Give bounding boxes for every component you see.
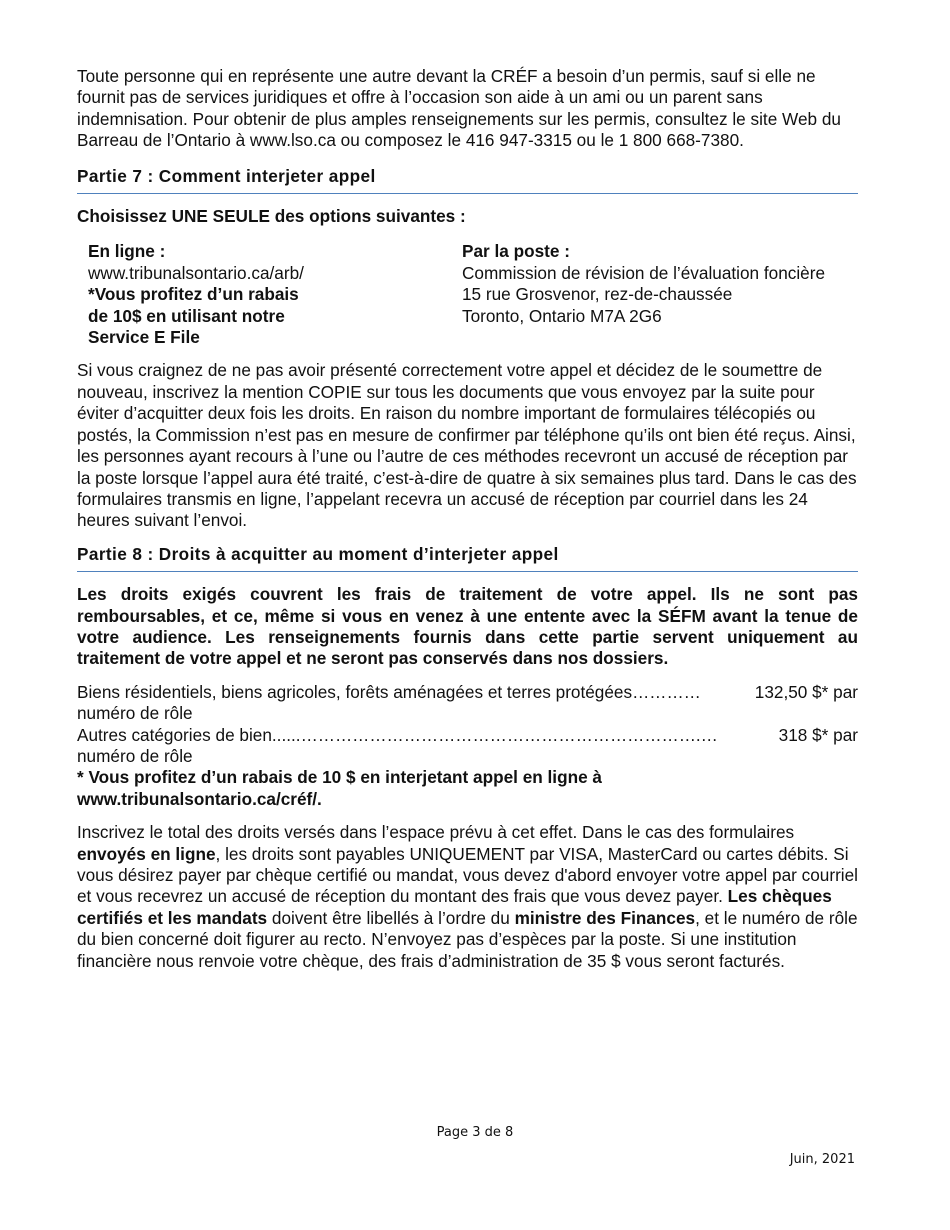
online-discount-line1: *Vous profitez d’un rabais bbox=[88, 284, 299, 305]
fee-discount-line2[interactable]: www.tribunalsontario.ca/créf/. bbox=[77, 788, 322, 809]
part7-body: Si vous craignez de ne pas avoir présenté correctement votre appel et décidez de le soumettre de nouveau, inscrivez la mention COPIE sur tous les documents que vous envoyez par la suite pour éviter d’acquitter deux fois les droits. En raison du nombre important de formulaires télécopiés ou postés, la Commission n’est pas en mesure de confirmer par téléphone qu’ils ont bien été reçus. Ainsi, les personnes ayant recours à l’une ou l’autre de ces méthodes recevront un accusé de réception par la poste lorsque l’appel aura été traité, c’est-à-dire de quatre à six semaines plus tard. Dans le cas des formulaires transmis en ligne, l’appelant recevra un accusé de réception par courriel dans les 24 heures suivant l’envoi. bbox=[77, 360, 857, 531]
document-date: Juin, 2021 bbox=[789, 1152, 855, 1167]
document-page bbox=[77, 66, 858, 972]
fee-other-amount: 318 $* par bbox=[778, 724, 858, 745]
payment-text-4: , et le numéro de rôle du bien concerné doit figurer au recto. N’envoyez pas d’espèces par la poste. Si une institution financière nous renvoie votre chèque, des frais d’administration de 35 $ vous seront facturés. bbox=[77, 907, 858, 971]
fee-residential bbox=[77, 682, 858, 703]
part7-instruction: Choisissez UNE SEULE des options suivantes : bbox=[77, 206, 466, 227]
payment-online-bold: envoyés en ligne bbox=[77, 843, 216, 864]
online-url[interactable]: www.tribunalsontario.ca/arb/ bbox=[88, 262, 304, 283]
part8-heading: Partie 8 : Droits à acquitter au moment d’interjeter appel bbox=[77, 544, 858, 572]
online-label: En ligne : bbox=[88, 241, 166, 262]
fee-other-label: Autres catégories de bien......…………………………………………………………….… bbox=[77, 724, 718, 745]
online-discount-line3: Service E File bbox=[88, 327, 200, 348]
online-option bbox=[88, 241, 462, 348]
mail-address-line2: 15 rue Grosvenor, rez-de-chaussée bbox=[462, 284, 733, 305]
payment-cheques-bold: Les chèques certifiés et les mandats bbox=[77, 886, 832, 928]
online-discount-line2: de 10$ en utilisant notre bbox=[88, 305, 285, 326]
intro-paragraph: Toute personne qui en représente une autre devant la CRÉF a besoin d’un permis, sauf si elle ne fournit pas de services juridiques et offre à l’occasion son aide à un ami ou un parent sans indemnisation. Pour obtenir de plus amples renseignements sur les permis, consultez le site Web du Barreau de l’Ontario à www.lso.ca ou composez le 416 947-3315 ou le 1 800 668-7380. bbox=[77, 66, 841, 151]
fee-discount-line1: * Vous profitez d’un rabais de 10 $ en interjetant appel en ligne à bbox=[77, 767, 602, 788]
mail-option bbox=[462, 241, 858, 348]
page-number: Page 3 de 8 bbox=[436, 1125, 514, 1140]
fee-other-suffix: numéro de rôle bbox=[77, 745, 193, 766]
part8-notice: Les droits exigés couvrent les frais de traitement de votre appel. Ils ne sont pas remboursables, et ce, même si vous en venez à une entente avec la SÉFM avant la tenue de votre audience. Les renseignements fournis dans cette partie servent uniquement au traitement de votre appel et ne seront pas conservés dans nos dossiers. bbox=[77, 584, 858, 669]
fee-other bbox=[77, 725, 858, 746]
payment-paragraph bbox=[77, 822, 858, 972]
fee-residential-suffix: numéro de rôle bbox=[77, 703, 193, 724]
fee-residential-amount: 132,50 $* par bbox=[754, 681, 858, 702]
payment-ministry-bold: ministre des Finances bbox=[514, 907, 696, 928]
payment-text-1: Inscrivez le total des droits versés dans l’espace prévu à cet effet. Dans le cas des formulaires bbox=[77, 822, 795, 843]
mail-label: Par la poste : bbox=[462, 241, 570, 262]
mail-address-line1: Commission de révision de l’évaluation foncière bbox=[462, 262, 826, 283]
part7-heading: Partie 7 : Comment interjeter appel bbox=[77, 166, 858, 194]
payment-text-2: , les droits sont payables UNIQUEMENT par VISA, MasterCard ou cartes débits. Si vous désirez payer par chèque certifié ou mandat, vous devez d'abord envoyer votre appel par courriel et vous recevrez un accusé de réception du montant des frais que vous devez payer. bbox=[77, 843, 858, 907]
fee-residential-label: Biens résidentiels, biens agricoles, forêts aménagées et terres protégées………… bbox=[77, 681, 701, 702]
payment-text-3: doivent être libellés à l’ordre du bbox=[267, 907, 515, 928]
fee-list bbox=[77, 682, 858, 810]
submission-options bbox=[77, 241, 858, 348]
mail-address-line3: Toronto, Ontario M7A 2G6 bbox=[462, 305, 662, 326]
